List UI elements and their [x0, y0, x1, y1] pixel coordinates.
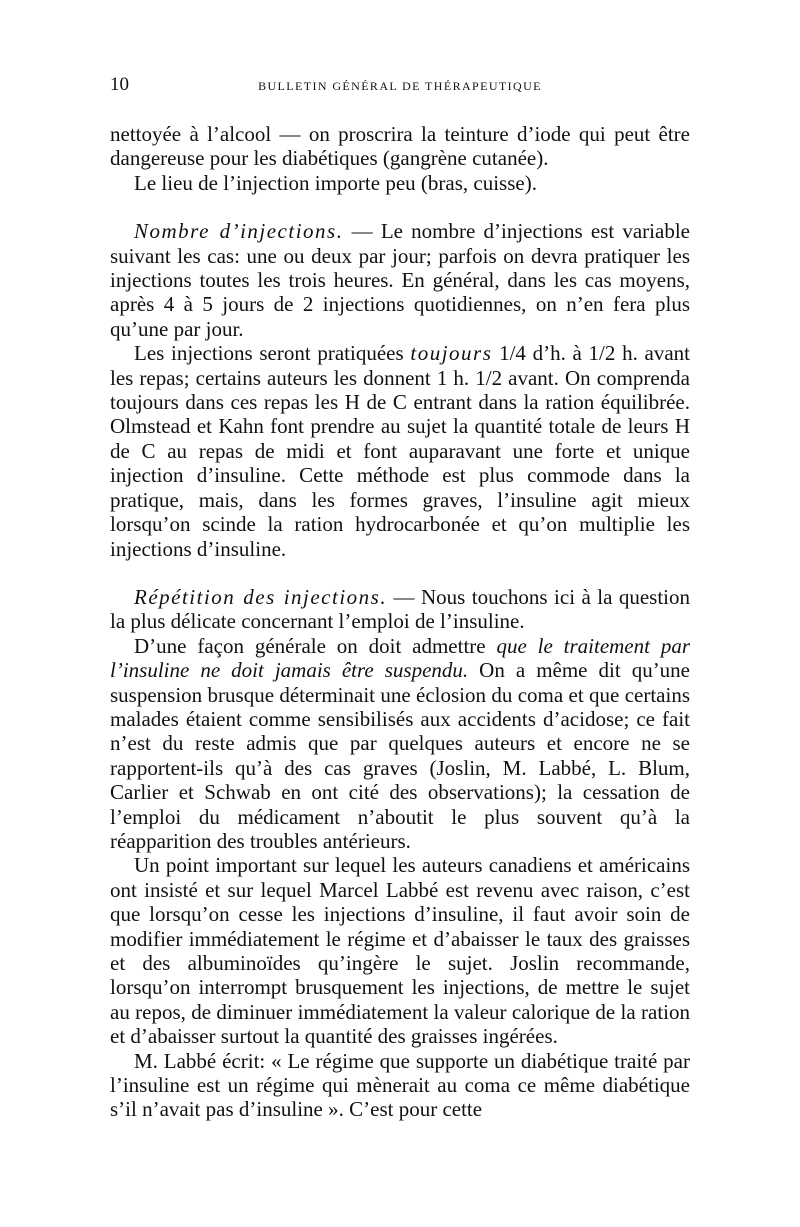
body-text — [110, 122, 690, 1122]
page-number: 10 — [110, 74, 129, 95]
text-run: nettoyée à l’alcool — on proscrira la teinture d’iode qui peut être dangereuse pour les diabétiques (gangrène cutanée). — [110, 122, 690, 171]
text-run: Les injections seront pratiquées — [134, 341, 411, 366]
paragraph — [110, 1049, 690, 1122]
paragraph — [110, 853, 690, 1048]
emphasis: toujours — [410, 341, 493, 366]
paragraph — [110, 122, 690, 171]
paragraph — [110, 171, 690, 195]
text-run: Le lieu de l’injection importe peu (bras, cuisse). — [134, 170, 537, 195]
paragraph — [110, 634, 690, 854]
paragraph — [110, 219, 690, 341]
section-heading: Nombre d’injections. — [134, 219, 344, 244]
text-run: Un point important sur lequel les auteurs canadiens et américains ont insisté et sur lequel Marcel Labbé est revenu avec raison, c’est que lorsqu’on cesse les injections d’insuline, il faut avoir soin de modifier immédiatement le régime et d’abaisser le taux des graisses et des albuminoïdes qu’ingère le sujet. Joslin recommande, lorsqu’on interrompt brusquement les injections, de mettre le sujet au repos, de diminuer immédiatement la valeur calorique de la ration et d’abaisser surtout la quantité des graisses ingérées. — [110, 853, 690, 1049]
emphasis: que le traitement par l’insuline ne doit jamais être suspendu. — [110, 633, 690, 683]
text-run: On a même dit qu’une suspension brusque déterminait une éclosion du coma et que certains malades étaient comme sensibilisés aux accidents d’acidose; ce fait n’est du reste admis que par quelques auteurs et encore ne se rapportent-ils qu’à des cas graves (Joslin, M. Labbé, L. Blum, Carlier et Schwab en ont cité des observations); la cessation de l’emploi du médicament n’aboutit le plus souvent qu’à la réapparition des troubles antérieurs. — [110, 658, 691, 853]
paragraph — [110, 585, 690, 634]
text-run: — Nous touchons ici à la question la plus délicate concernant l’emploi de l’insuline. — [110, 584, 690, 634]
page-header — [110, 74, 690, 98]
text-run: D’une façon générale on doit admettre — [134, 633, 497, 658]
section-heading: Répétition des injections. — [134, 584, 388, 609]
text-run: — Le nombre d’injections est variable suivant les cas: une ou deux par jour; parfois on devra pratiquer les injections toutes les trois heures. En général, dans les cas moyens, après 4 à 5 jours de 2 injections quotidiennes, on n’en fera plus qu’une par jour. — [110, 219, 690, 341]
paragraph — [110, 341, 690, 561]
running-title: BULLETIN GÉNÉRAL DE THÉRAPEUTIQUE — [258, 79, 542, 93]
text-run: M. Labbé écrit: « Le régime que supporte un diabétique traité par l’insuline est un régime qui mènerait au coma ce même diabétique s’il n’avait pas d’insuline ». C’est pour cette — [110, 1048, 690, 1122]
text-run: 1/4 d’h. à 1/2 h. avant les repas; certains auteurs les donnent 1 h. 1/2 avant. On comprenda toujours dans ces repas les H de C entrant dans la ration équilibrée. Olmstead et Kahn font prendre au sujet la quantité totale de leurs H de C au repas de midi et font auparavant une forte et unique injection d’insuline. Cette méthode est plus commode dans la pratique, mais, dans les formes graves, l’insuline agit mieux lorsqu’on scinde la ration hydrocarbonée et qu’on multiplie les injections d’insuline. — [110, 341, 690, 561]
